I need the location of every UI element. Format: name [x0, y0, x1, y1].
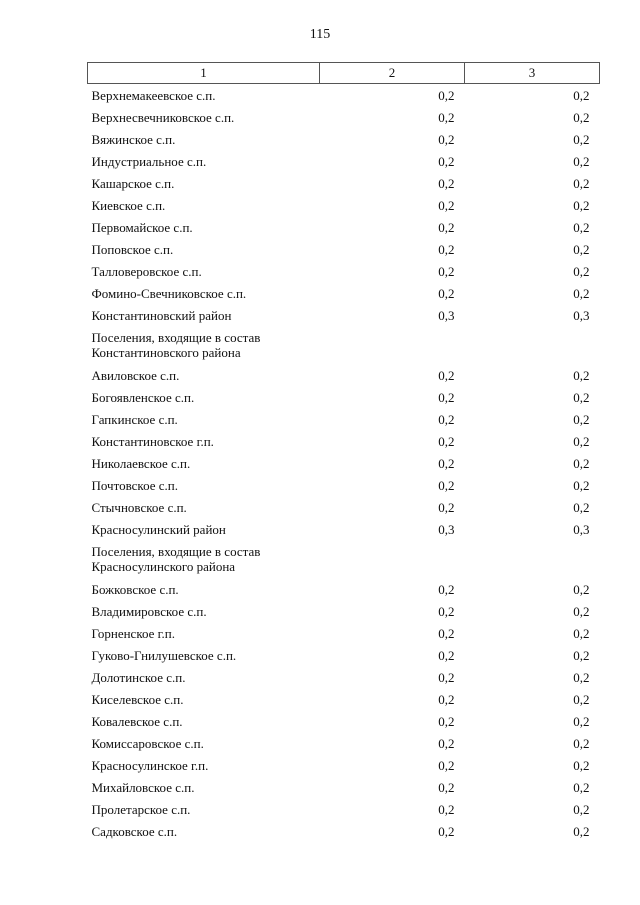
- table-row: [88, 408, 600, 430]
- row-value-col-2: 0,2: [438, 389, 455, 405]
- page-number: 115: [309, 27, 331, 42]
- row-value-col-2: 0,2: [438, 823, 455, 839]
- row-value-col-2: 0,2: [438, 411, 455, 427]
- row-value-col-2: 0,2: [438, 219, 455, 235]
- row-name: Горненское г.п.: [91, 625, 175, 641]
- row-value-col-3: 0,2: [573, 477, 590, 493]
- row-value-col-2: 0,2: [438, 581, 455, 597]
- row-value-col-3: 0,2: [573, 367, 590, 383]
- table-row: [88, 666, 600, 688]
- row-name: Верхнемакеевское с.п.: [91, 87, 216, 103]
- row-name: Комиссаровское с.п.: [91, 735, 204, 751]
- table-row: [88, 326, 600, 364]
- row-value-col-3: 0,2: [573, 499, 590, 515]
- table-row: [88, 600, 600, 622]
- row-value-col-2: [320, 326, 465, 364]
- row-name: Стычновское с.п.: [91, 499, 187, 515]
- row-value-col-3: 0,2: [573, 241, 590, 257]
- row-name: Верхнесвечниковское с.п.: [91, 109, 235, 125]
- row-name: Божковское с.п.: [91, 581, 179, 597]
- row-name: Николаевское с.п.: [91, 455, 191, 471]
- row-value-col-2: 0,3: [438, 521, 455, 537]
- row-value-col-2: 0,2: [438, 647, 455, 663]
- row-value-col-2: 0,2: [438, 625, 455, 641]
- table-row: [88, 364, 600, 386]
- row-value-col-2: 0,2: [438, 263, 455, 279]
- row-value-col-2: 0,2: [438, 455, 455, 471]
- row-value-col-2: 0,2: [438, 779, 455, 795]
- row-name: Почтовское с.п.: [91, 477, 178, 493]
- header-row: [88, 63, 600, 84]
- table-row: [88, 238, 600, 260]
- row-name: Киевское с.п.: [91, 197, 166, 213]
- table-row: [88, 496, 600, 518]
- table-row: [88, 172, 600, 194]
- row-value-col-3: 0,2: [573, 669, 590, 685]
- row-name: Киселевское с.п.: [91, 691, 184, 707]
- table-row: [88, 128, 600, 150]
- row-value-col-2: 0,2: [438, 713, 455, 729]
- row-name: Красносулинский район: [91, 521, 226, 537]
- row-name: Индустриальное с.п.: [91, 153, 207, 169]
- table-row: [88, 820, 600, 842]
- row-name: Долотинское с.п.: [91, 669, 186, 685]
- row-value-col-2: 0,2: [438, 499, 455, 515]
- settlements-table: [87, 62, 600, 842]
- table-row: [88, 194, 600, 216]
- table-row: [88, 84, 600, 107]
- row-name: Михайловское с.п.: [91, 779, 195, 795]
- row-value-col-3: 0,2: [573, 411, 590, 427]
- header-col-1: 1: [88, 63, 320, 84]
- table-row: [88, 150, 600, 172]
- row-value-col-2: 0,2: [438, 367, 455, 383]
- row-value-col-3: 0,2: [573, 109, 590, 125]
- row-value-col-2: 0,2: [438, 603, 455, 619]
- row-value-col-3: 0,2: [573, 625, 590, 641]
- row-value-col-2: 0,3: [438, 307, 455, 323]
- row-name: Пролетарское с.п.: [91, 801, 191, 817]
- row-value-col-3: 0,2: [573, 433, 590, 449]
- row-value-col-3: 0,2: [573, 757, 590, 773]
- row-value-col-3: 0,2: [573, 153, 590, 169]
- row-name: Поселения, входящие в состав Константиновского района: [91, 330, 261, 360]
- row-name: Константиновский район: [91, 307, 232, 323]
- row-name: Красносулинское г.п.: [91, 757, 209, 773]
- row-name: Гапкинское с.п.: [91, 411, 178, 427]
- row-value-col-3: 0,2: [573, 197, 590, 213]
- row-value-col-3: 0,2: [573, 823, 590, 839]
- table-row: [88, 304, 600, 326]
- table-row: [88, 578, 600, 600]
- row-value-col-3: 0,2: [573, 581, 590, 597]
- row-value-col-2: 0,2: [438, 691, 455, 707]
- row-value-col-3: 0,2: [573, 735, 590, 751]
- row-name: Гуково-Гнилушевское с.п.: [91, 647, 237, 663]
- row-value-col-3: 0,2: [573, 263, 590, 279]
- table-row: [88, 710, 600, 732]
- row-value-col-3: 0,2: [573, 285, 590, 301]
- row-name: Поповское с.п.: [91, 241, 174, 257]
- row-value-col-2: 0,2: [438, 735, 455, 751]
- row-value-col-3: [465, 540, 600, 578]
- table-header: [88, 63, 600, 84]
- row-value-col-3: 0,3: [573, 307, 590, 323]
- table-row: [88, 776, 600, 798]
- row-value-col-3: 0,2: [573, 713, 590, 729]
- row-value-col-2: 0,2: [438, 241, 455, 257]
- table-row: [88, 798, 600, 820]
- row-value-col-2: 0,2: [438, 669, 455, 685]
- row-value-col-3: 0,2: [573, 691, 590, 707]
- row-value-col-2: 0,2: [438, 477, 455, 493]
- table-row: [88, 452, 600, 474]
- row-name: Богоявленское с.п.: [91, 389, 195, 405]
- row-value-col-3: 0,2: [573, 455, 590, 471]
- table-row: [88, 518, 600, 540]
- row-name: Ковалевское с.п.: [91, 713, 183, 729]
- row-value-col-2: 0,2: [438, 175, 455, 191]
- header-col-2: 2: [320, 63, 465, 84]
- table-row: [88, 216, 600, 238]
- table-row: [88, 386, 600, 408]
- row-name: Талловеровское с.п.: [91, 263, 202, 279]
- row-value-col-3: 0,2: [573, 87, 590, 103]
- row-value-col-3: 0,3: [573, 521, 590, 537]
- row-name: Константиновское г.п.: [91, 433, 214, 449]
- table-row: [88, 430, 600, 452]
- table-row: [88, 732, 600, 754]
- header-col-3: 3: [465, 63, 600, 84]
- row-name: Садковское с.п.: [91, 823, 178, 839]
- row-value-col-3: 0,2: [573, 603, 590, 619]
- row-value-col-3: 0,2: [573, 175, 590, 191]
- row-value-col-2: 0,2: [438, 153, 455, 169]
- table-row: [88, 106, 600, 128]
- row-value-col-3: 0,2: [573, 779, 590, 795]
- table-row: [88, 260, 600, 282]
- row-value-col-3: 0,2: [573, 389, 590, 405]
- row-value-col-2: [320, 540, 465, 578]
- row-name: Владимировское с.п.: [91, 603, 207, 619]
- table-row: [88, 688, 600, 710]
- table-row: [88, 644, 600, 666]
- table-row: [88, 474, 600, 496]
- row-value-col-2: 0,2: [438, 131, 455, 147]
- row-value-col-2: 0,2: [438, 285, 455, 301]
- table-row: [88, 754, 600, 776]
- row-name: Кашарское с.п.: [91, 175, 175, 191]
- row-value-col-2: 0,2: [438, 757, 455, 773]
- row-value-col-2: 0,2: [438, 87, 455, 103]
- row-value-col-3: [465, 326, 600, 364]
- row-name: Вяжинское с.п.: [91, 131, 176, 147]
- row-name: Первомайское с.п.: [91, 219, 193, 235]
- table-row: [88, 622, 600, 644]
- row-name: Авиловское с.п.: [91, 367, 180, 383]
- row-name: Поселения, входящие в состав Красносулинского района: [91, 544, 261, 574]
- row-value-col-2: 0,2: [438, 109, 455, 125]
- row-value-col-3: 0,2: [573, 647, 590, 663]
- table-row: [88, 282, 600, 304]
- row-value-col-2: 0,2: [438, 197, 455, 213]
- table-row: [88, 540, 600, 578]
- row-name: Фомино-Свечниковское с.п.: [91, 285, 247, 301]
- row-value-col-2: 0,2: [438, 801, 455, 817]
- table-body: [88, 84, 600, 843]
- row-value-col-3: 0,2: [573, 219, 590, 235]
- row-value-col-3: 0,2: [573, 131, 590, 147]
- row-value-col-2: 0,2: [438, 433, 455, 449]
- row-value-col-3: 0,2: [573, 801, 590, 817]
